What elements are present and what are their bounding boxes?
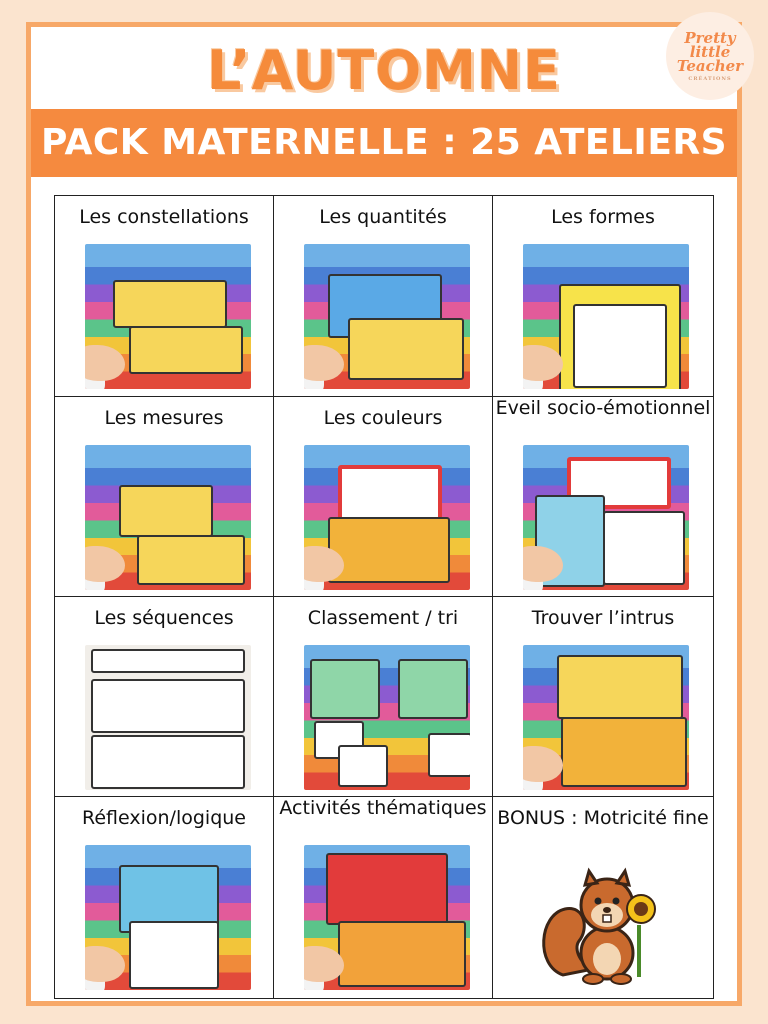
poster-card: [26, 22, 742, 1006]
logo-sub: CRÉATIONS: [688, 75, 732, 82]
activity-cell: [55, 397, 274, 597]
activity-grid: [54, 195, 714, 999]
activity-photo: [304, 845, 470, 990]
activity-photo: [304, 244, 470, 389]
activity-label: Trouver l’intrus: [531, 607, 675, 629]
activity-cell: [55, 196, 274, 397]
activity-label: Les constellations: [79, 206, 249, 228]
activity-photo: [523, 645, 689, 790]
activity-cell: [274, 597, 493, 797]
brand-logo: [666, 12, 754, 100]
activity-photo: [523, 445, 689, 590]
logo-line: Pretty: [684, 28, 736, 47]
activity-label: Les quantités: [319, 206, 447, 228]
activity-photo: [85, 445, 251, 590]
activity-photo: [85, 845, 251, 990]
activity-label: Les mesures: [104, 407, 224, 429]
activity-cell: [55, 597, 274, 797]
activity-photo: [85, 645, 251, 790]
logo-line: Teacher: [676, 57, 744, 76]
activity-cell: [274, 397, 493, 597]
logo-line: little: [689, 43, 731, 61]
activity-cell: [493, 597, 713, 797]
activity-label: Les formes: [551, 206, 655, 228]
activity-photo: [523, 244, 689, 389]
activity-label: Les couleurs: [323, 407, 443, 429]
activity-cell: [493, 397, 713, 597]
activity-label: Activités thématiques: [279, 797, 487, 819]
activity-cell: [493, 196, 713, 397]
squirrel-icon: [535, 865, 675, 985]
activity-label: Eveil socio-émotionnel: [495, 397, 711, 419]
activity-photo: [85, 244, 251, 389]
activity-photo: [304, 645, 470, 790]
activity-cell: [55, 797, 274, 998]
activity-label: Classement / tri: [307, 607, 459, 629]
activity-label: BONUS : Motricité fine: [497, 807, 709, 829]
activity-label: Réflexion/logique: [82, 807, 246, 829]
activity-label: Les séquences: [94, 607, 234, 629]
poster-title: L’AUTOMNE: [206, 39, 562, 102]
activity-cell: [274, 797, 493, 998]
activity-cell: [493, 797, 713, 998]
activity-cell: [274, 196, 493, 397]
activity-photo: [304, 445, 470, 590]
pack-banner: PACK MATERNELLE : 25 ATELIERS: [31, 109, 737, 177]
